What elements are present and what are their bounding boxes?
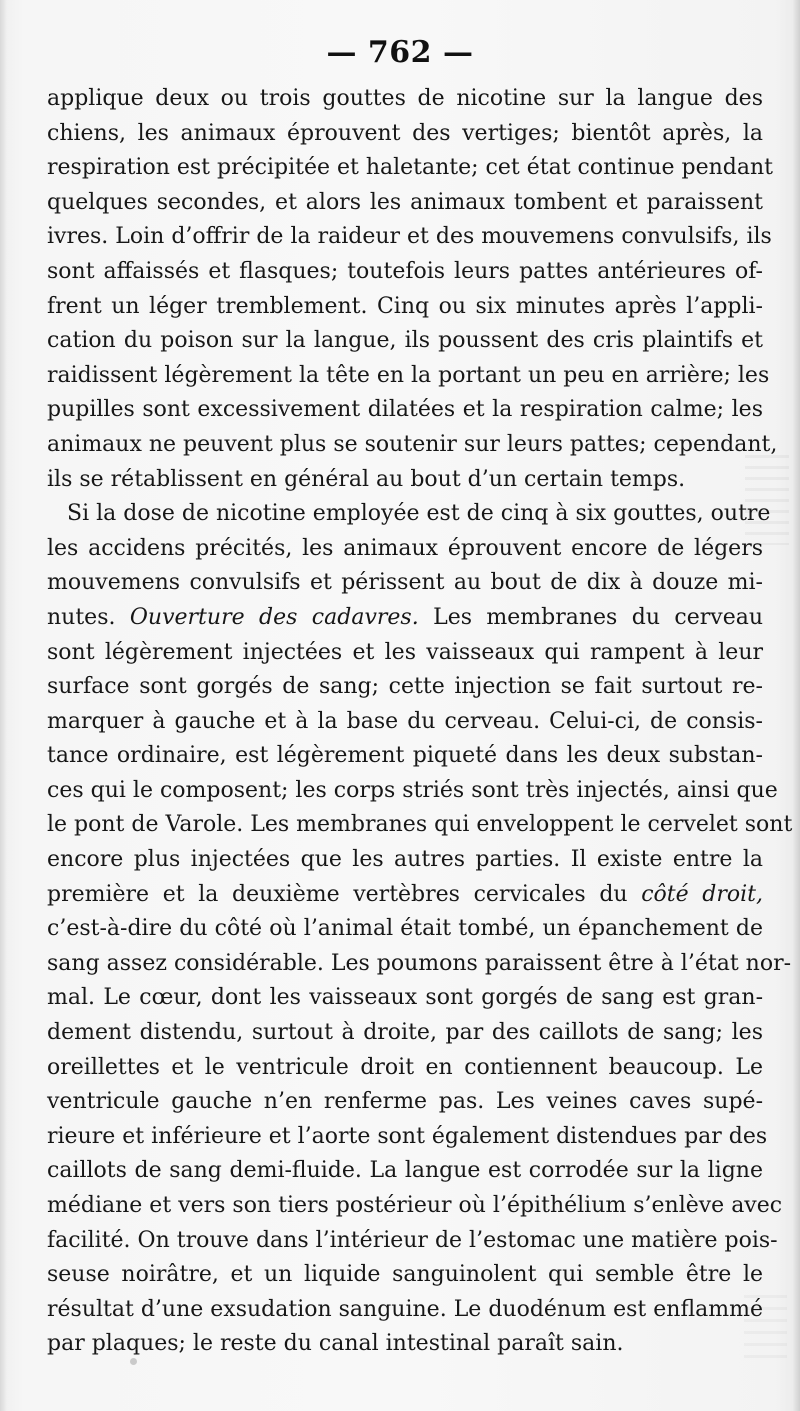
text-line: c’est-à-dire du côté où l’animal était tombé, un épanchement de [47, 916, 763, 942]
text-line: tance ordinaire, est légèrement piqueté dans les deux substan- [47, 743, 763, 769]
line-segment-before-italic: nutes. [47, 604, 130, 630]
italic-emphasis: côté droit, [641, 881, 763, 907]
line-segment-after-italic: Les membranes du cerveau [418, 604, 763, 630]
text-line: raidissent légèrement la tête en la portant un peu en arrière; les [47, 362, 770, 388]
paragraph-end-line: par plaques; le reste du canal intestinal paraît sain. [47, 1331, 624, 1357]
text-line: applique deux ou trois gouttes de nicotine sur la langue des [47, 86, 763, 111]
paragraph-end-line: ils se rétablissent en général au bout d’un certain temps. [47, 466, 686, 492]
paragraph-start-line: Si la dose de nicotine employée est de cinq à six gouttes, outre [67, 501, 771, 527]
text-line: sont légèrement injectées et les vaisseaux qui rampent à leur [47, 639, 763, 665]
text-line: caillots de sang demi-fluide. La langue est corrodée sur la ligne [47, 1158, 763, 1184]
text-line: facilité. On trouve dans l’intérieur de l’estomac une matière pois- [47, 1227, 778, 1253]
text-line: encore plus injectées que les autres parties. Il existe entre la [47, 847, 763, 873]
text-line: frent un léger tremblement. Cinq ou six minutes après l’appli- [47, 293, 763, 319]
text-line: quelques secondes, et alors les animaux tombent et paraissent [47, 189, 763, 215]
text-line: médiane et vers son tiers postérieur où l’épithélium s’enlève avec [47, 1193, 783, 1218]
text-line: marquer à gauche et à la base du cerveau. Celui-ci, de consis- [47, 708, 763, 734]
text-line: mouvemens convulsifs et périssent au bout de dix à douze mi- [47, 570, 763, 596]
text-line: sang assez considérable. Les poumons paraissent être à l’état nor- [47, 950, 792, 976]
text-line: surface sont gorgés de sang; cette injection se fait surtout re- [47, 674, 763, 700]
text-line: ventricule gauche n’en renferme pas. Les veines caves supé- [47, 1089, 763, 1115]
text-line: respiration est précipitée et haletante; cet état continue pendant [47, 155, 773, 181]
text-line: sont affaissés et flasques; toutefois leurs pattes antérieures of- [47, 258, 763, 284]
body-text [47, 82, 793, 1362]
text-line: dement distendu, surtout à droite, par des caillots de sang; les [47, 1020, 763, 1046]
text-line: rieure et inférieure et l’aorte sont également distendues par des [47, 1123, 768, 1149]
text-line: chiens, les animaux éprouvent des vertiges; bientôt après, la [47, 120, 763, 146]
text-line-with-italic [47, 878, 763, 913]
text-line: oreillettes et le ventricule droit en contiennent beaucoup. Le [47, 1054, 763, 1080]
page-number: — 762 — [326, 35, 474, 70]
text-line: le pont de Varole. Les membranes qui enveloppent le cervelet sont [47, 812, 793, 838]
text-line: animaux ne peuvent plus se soutenir sur leurs pattes; cependant, [47, 431, 778, 457]
text-line: ces qui le composent; les corps striés sont très injectés, ainsi que [47, 777, 778, 803]
text-line: ivres. Loin d’offrir de la raideur et des mouvemens convulsifs, ils [47, 224, 772, 250]
italic-heading: Ouverture des cadavres. [129, 604, 419, 630]
page-left-edge [0, 0, 7, 1411]
text-line: cation du poison sur la langue, ils poussent des cris plaintifs et [47, 328, 763, 354]
text-line-with-italic [47, 601, 763, 636]
text-line: mal. Le cœur, dont les vaisseaux sont gorgés de sang est gran- [47, 985, 763, 1011]
text-line: les accidens précités, les animaux éprouvent encore de légers [47, 535, 763, 561]
text-line: résultat d’une exsudation sanguine. Le duodénum est enflammé [47, 1296, 763, 1322]
text-line: pupilles sont excessivement dilatées et la respiration calme; les [47, 397, 763, 423]
line-segment-before-italic: première et la deuxième vertèbres cervicales du [47, 881, 642, 907]
page-right-edge [792, 0, 800, 1411]
text-line: seuse noirâtre, et un liquide sanguinolent qui semble être le [47, 1262, 763, 1288]
